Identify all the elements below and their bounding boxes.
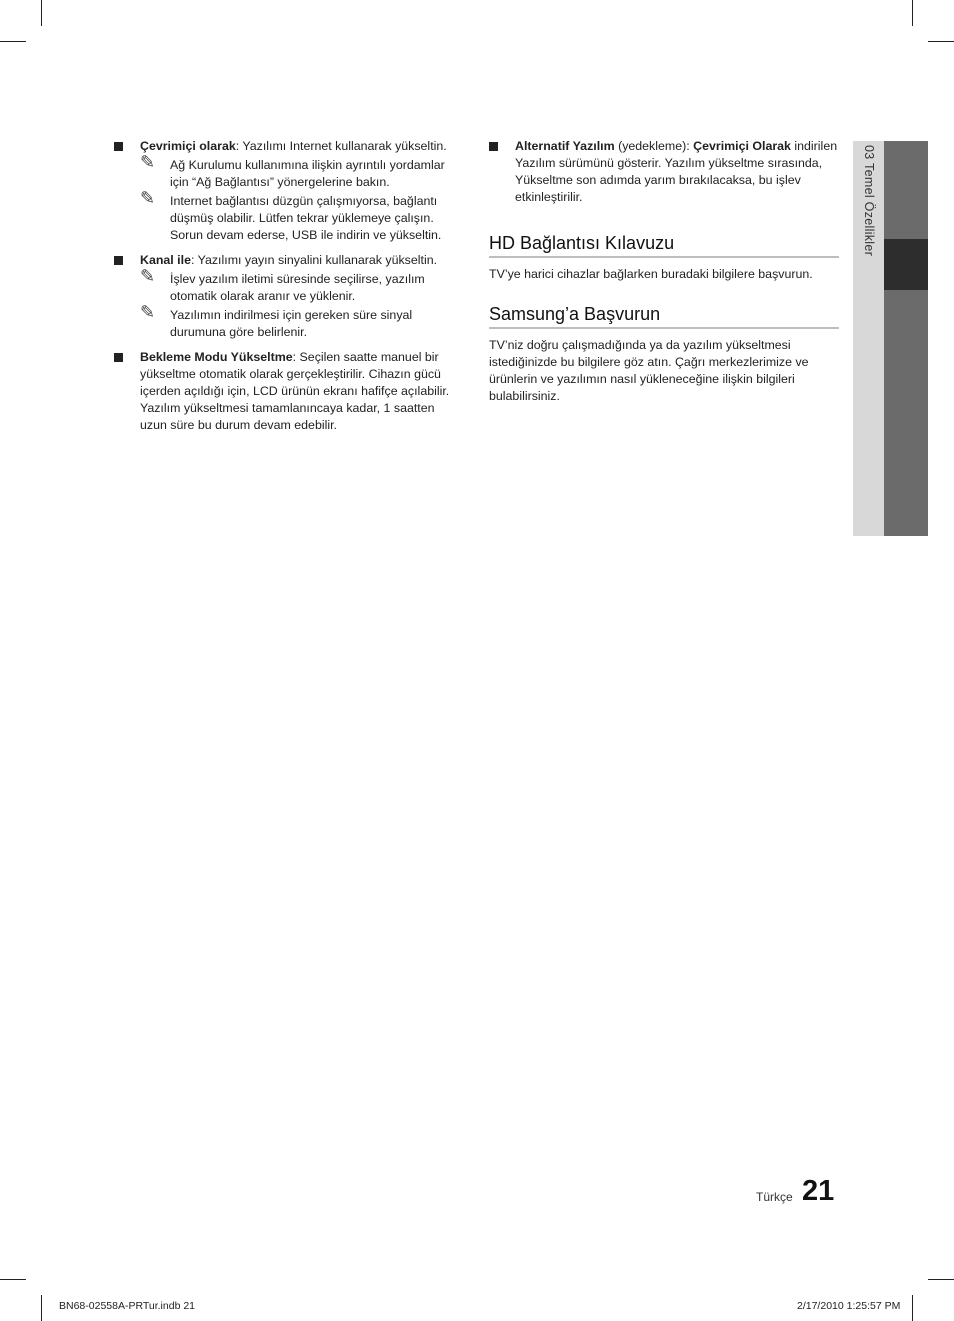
page-number: 21 [802,1175,835,1207]
note [140,188,459,244]
item-title: Alternatif Yazılım [515,139,615,153]
section-text-samsung: TV’niz doğru çalışmadığında ya da yazılım yükseltmesi istediğinizde bu bilgilere göz atın. Çağrı merkezlerimize ve ürünlerin ve yazılımın nasıl yükleneceğine ilişkin bilgileri bulabilirsiniz. [489,338,809,403]
crop-mark [41,0,42,26]
note [140,266,459,305]
note-text: Internet bağlantısı düzgün çalışmıyorsa, bağlantı düşmüş olabilir. Lütfen tekrar yüklemeye çalışın. Sorun devam ederse, USB ile indirin ve yükseltin. [170,194,442,242]
item-title: Bekleme Modu Yükseltme [140,350,293,364]
chapter-tab-strip [884,141,928,536]
note-text: Ağ Kurulumu kullanımına ilişkin ayrıntılı yordamlar için “Ağ Bağlantısı” yönergelerine bakın. [170,158,445,189]
pencil-note-icon: ✎ [140,188,156,208]
pencil-note-icon: ✎ [140,302,156,322]
list-item-channel [114,252,459,341]
crop-mark [928,41,954,42]
list-item-alternative [489,138,839,206]
crop-mark [0,1279,26,1280]
section-text-hd: TV’ye harici cihazlar bağlarken buradaki bilgilere başvurun. [489,267,813,281]
square-bullet-icon [114,142,123,151]
item-text: : Yazılımı Internet kullanarak yükseltin. [235,139,447,153]
left-column [114,138,459,442]
section-heading-samsung: Samsung’a Başvurun [489,303,839,329]
item-title: Çevrimiçi olarak [140,139,236,153]
item-text: indirilen Yazılım sürümünü gösterir. Yazılım yükseltme sırasında, Yükseltme son adımda yarım bırakılacaksa, bu işlev etkinleştirilir. [515,139,838,204]
print-file-info: BN68-02558A-PRTur.indb 21 [59,1300,196,1312]
note [140,152,459,191]
section-heading-hd: HD Bağlantısı Kılavuzu [489,232,839,258]
crop-mark [0,41,26,42]
item-text: : Seçilen saatte manuel bir yükseltme otomatik olarak gerçekleştirilir. Cihazın gücü içerden açıldığı için, LCD ürünün ekranı hafifçe açılabilir. Yazılım yükseltmesi tamamlanıncaya kadar, 1 saatten uzun süre bu durum devam edebilir. [140,350,450,432]
note [140,302,459,341]
chapter-tab-label: 03 Temel Özellikler [862,145,876,257]
pencil-note-icon: ✎ [140,152,156,172]
item-title: Çevrimiçi Olarak [693,139,791,153]
item-title: Kanal ile [140,253,191,267]
chapter-tab-active [884,239,928,290]
note-text: Yazılımın indirilmesi için gereken süre sinyal durumuna göre belirlenir. [170,308,413,339]
print-date-info: 2/17/2010 1:25:57 PM [797,1300,901,1312]
item-text: : Yazılımı yayın sinyalini kullanarak yükseltin. [190,253,438,267]
item-text: (yedekleme): [614,139,694,153]
note-text: İşlev yazılım iletimi süresinde seçilirse, yazılım otomatik olarak aranır ve yüklenir. [170,272,425,303]
crop-mark [41,1295,42,1321]
crop-mark [912,0,913,26]
footer-language: Türkçe [756,1190,793,1204]
pencil-note-icon: ✎ [140,266,156,286]
crop-mark [912,1295,913,1321]
square-bullet-icon [114,256,123,265]
list-item-standby [114,349,459,434]
right-column [489,138,839,425]
crop-mark [928,1279,954,1280]
square-bullet-icon [114,353,123,362]
list-item-online [114,138,459,244]
square-bullet-icon [489,142,498,151]
